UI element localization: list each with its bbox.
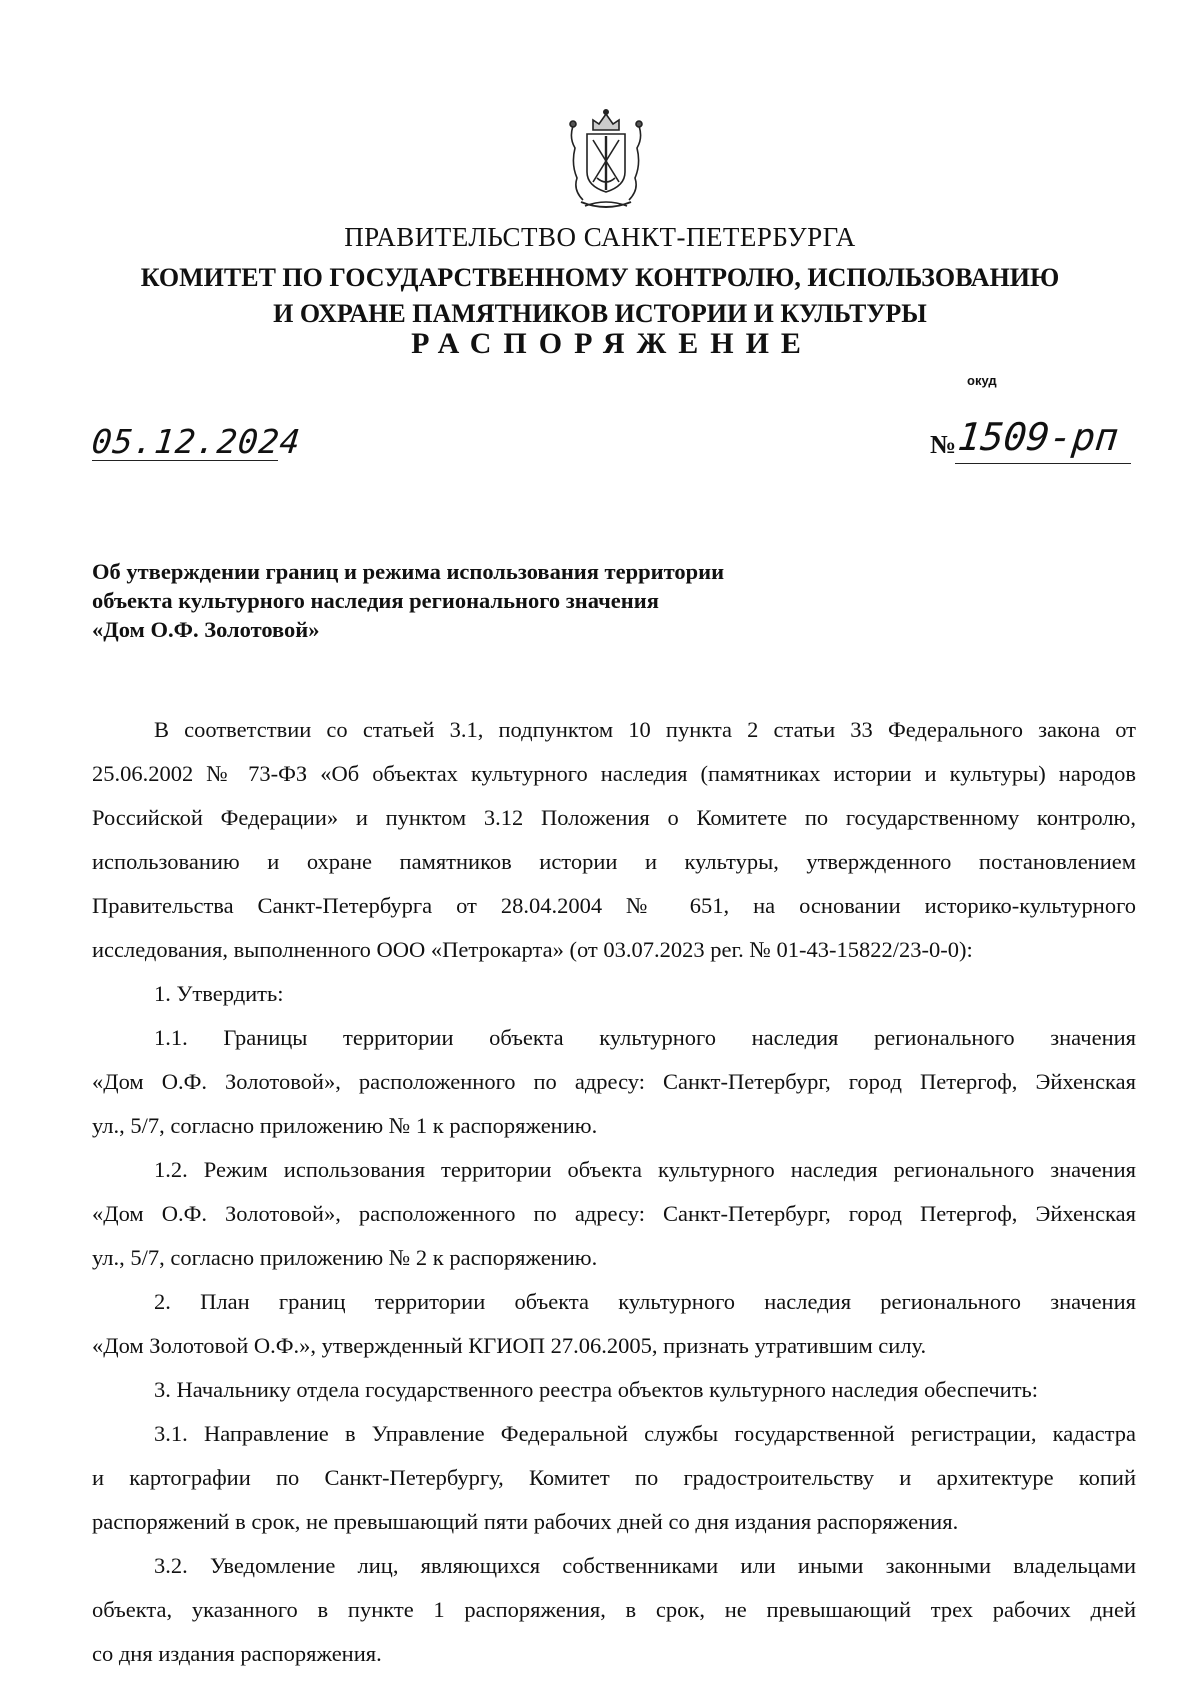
subject-line: Об утверждении границ и режима использования территории	[92, 559, 725, 584]
st-petersburg-coat-of-arms-icon	[563, 108, 649, 212]
body-line: 25.06.2002 № 73-ФЗ «Об объектах культурного наследия (памятниках истории и культуры) народов	[92, 761, 1136, 786]
subject-line: «Дом О.Ф. Золотовой»	[92, 617, 320, 642]
committee-name-line: КОМИТЕТ ПО ГОСУДАРСТВЕННОМУ КОНТРОЛЮ, ИСПОЛЬЗОВАНИЮ	[140, 263, 1060, 292]
subject-line: объекта культурного наследия регионального значения	[92, 588, 659, 613]
body-line: распоряжений в срок, не превышающий пяти рабочих дней со дня издания распоряжения.	[92, 1509, 959, 1534]
body-line: «Дом О.Ф. Золотовой», расположенного по адресу: Санкт-Петербург, город Петергоф, Эйхенская	[92, 1201, 1136, 1226]
document-number-value: 1509-рп	[955, 415, 1121, 459]
document-date-value: 05.12.2024	[89, 422, 303, 461]
body-line: со дня издания распоряжения.	[92, 1641, 382, 1666]
document-body	[92, 708, 1136, 1676]
body-line: В соответствии со статьей 3.1, подпунктом 10 пункта 2 статьи 33 Федерального закона от	[154, 717, 1136, 742]
body-line: ул., 5/7, согласно приложению № 1 к распоряжению.	[92, 1113, 598, 1138]
committee-name	[0, 260, 1200, 332]
body-line: Правительства Санкт-Петербурга от 28.04.2004 № 651, на основании историко-культурного	[92, 893, 1136, 918]
body-line: 3.1. Направление в Управление Федеральной службы государственной регистрации, кадастра	[154, 1421, 1136, 1446]
body-line: 1. Утвердить:	[154, 981, 284, 1006]
number-underline	[955, 463, 1131, 464]
document-number	[955, 415, 1121, 460]
body-line: 3. Начальнику отдела государственного реестра объектов культурного наследия обеспечить:	[154, 1377, 1039, 1402]
body-line: «Дом Золотовой О.Ф.», утвержденный КГИОП 27.06.2005, признать утратившим силу.	[92, 1333, 927, 1358]
government-name: ПРАВИТЕЛЬСТВО САНКТ-ПЕТЕРБУРГА	[344, 222, 856, 252]
body-line: «Дом О.Ф. Золотовой», расположенного по адресу: Санкт-Петербург, город Петергоф, Эйхенская	[92, 1069, 1136, 1094]
number-label: №	[930, 430, 957, 459]
body-line: объекта, указанного в пункте 1 распоряжения, в срок, не превышающий трех рабочих дней	[92, 1597, 1136, 1622]
body-line: использованию и охране памятников истории и культуры, утвержденного постановлением	[92, 849, 1136, 874]
document-date	[89, 422, 303, 462]
body-line: ул., 5/7, согласно приложению № 2 к распоряжению.	[92, 1245, 598, 1270]
body-line: и картографии по Санкт-Петербургу, Комитет по градостроительству и архитектуре копий	[92, 1465, 1136, 1490]
date-underline	[92, 460, 278, 461]
document-subject	[92, 557, 912, 644]
body-line: 2. План границ территории объекта культурного наследия регионального значения	[154, 1289, 1136, 1314]
committee-name-line: И ОХРАНЕ ПАМЯТНИКОВ ИСТОРИИ И КУЛЬТУРЫ	[273, 299, 927, 328]
okud-label: окуд	[967, 373, 997, 388]
body-line: Российской Федерации» и пунктом 3.12 Положения о Комитете по государственному контролю,	[92, 805, 1136, 830]
body-line: исследования, выполненного ООО «Петрокарта» (от 03.07.2023 рег. № 01-43-15822/23-0-0):	[92, 937, 973, 962]
body-line: 3.2. Уведомление лиц, являющихся собственниками или иными законными владельцами	[154, 1553, 1136, 1578]
body-line: 1.2. Режим использования территории объекта культурного наследия регионального значения	[154, 1157, 1136, 1182]
body-line: 1.1. Границы территории объекта культурного наследия регионального значения	[154, 1025, 1136, 1050]
document-type: РАСПОРЯЖЕНИЕ	[411, 327, 813, 360]
